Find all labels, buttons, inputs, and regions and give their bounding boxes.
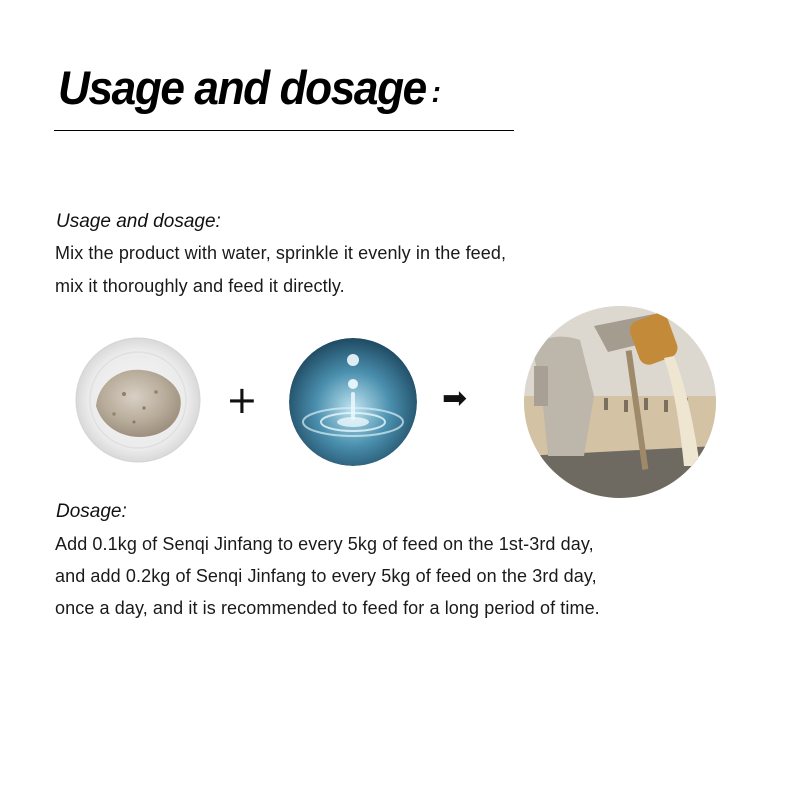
heading-text: Usage and dosage [58, 61, 426, 114]
usage-line-2: mix it thoroughly and feed it directly. [55, 276, 345, 296]
plus-symbol: + [226, 378, 258, 422]
heading-divider [54, 130, 514, 131]
heading-colon: : [431, 76, 440, 109]
usage-line-1: Mix the product with water, sprinkle it evenly in the feed, [55, 243, 507, 263]
page-heading [58, 60, 439, 115]
feeding-scene-image [524, 306, 716, 498]
dosage-line-2: and add 0.2kg of Senqi Jinfang to every 5kg of feed on the 3rd day, [55, 566, 597, 586]
dosage-title: Dosage: [56, 501, 127, 522]
dosage-line-3: once a day, and it is recommended to feed for a long period of time. [55, 598, 600, 618]
usage-title: Usage and dosage: [56, 211, 221, 232]
arrow-right-icon: ➡ [442, 381, 468, 416]
powder-plate-image [74, 336, 202, 464]
dosage-line-1: Add 0.1kg of Senqi Jinfang to every 5kg of feed on the 1st-3rd day, [55, 534, 594, 554]
water-drop-image [289, 338, 417, 466]
